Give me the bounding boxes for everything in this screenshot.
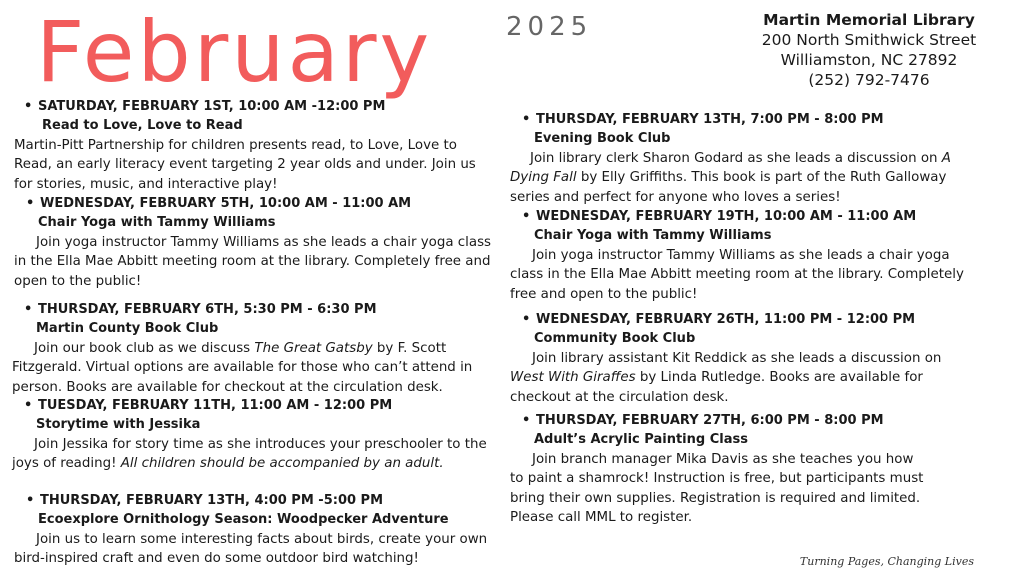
event-1 [14, 97, 484, 194]
event-title: Read to Love, Love to Read [42, 118, 243, 134]
event-description: Join us to learn some interesting facts about birds, create your own bird-inspired craft and even do some outdoor bird watching! [14, 531, 488, 567]
event-datetime: • THURSDAY, FEBRUARY 6TH, 5:30 PM - 6:30 PM [38, 300, 490, 319]
event-description: Join library clerk Sharon Godard as she leads a discussion on A Dying Fall by Elly Griffiths. This book is part of the Ruth Galloway series and perfect for anyone who loves a series! [510, 150, 951, 205]
event-datetime: • WEDNESDAY, FEBRUARY 5TH, 10:00 AM - 11:00 AM [40, 194, 496, 213]
event-title: Chair Yoga with Tammy Williams [534, 228, 772, 244]
event-description: Join yoga instructor Tammy Williams as she leads a chair yoga class in the Ella Mae Abbitt meeting room at the library. Completely free and open to the public! [510, 247, 964, 302]
event-title: Adult’s Acrylic Painting Class [534, 432, 748, 448]
library-city: Williamston, NC 27892 [780, 51, 958, 69]
event-description: Join yoga instructor Tammy Williams as she leads a chair yoga class in the Ella Mae Abbitt meeting room at the library. Completely free and open to the public! [14, 234, 492, 289]
event-description: Join our book club as we discuss The Great Gatsby by F. Scott Fitzgerald. Virtual options are available for those who can’t attend in person. Books are available for checkout at the circulation desk. [12, 340, 473, 395]
event-3 [12, 300, 490, 397]
event-6 [510, 110, 978, 207]
event-title: Evening Book Club [534, 131, 671, 147]
event-title: Martin County Book Club [36, 321, 219, 337]
event-5 [14, 491, 492, 569]
event-description: Join Jessika for story time as she introduces your preschooler to the joys of reading! All children should be accompanied by an adult. [12, 436, 487, 472]
event-datetime: • WEDNESDAY, FEBRUARY 19TH, 10:00 AM - 11:00 AM [536, 207, 970, 226]
event-datetime: • TUESDAY, FEBRUARY 11TH, 11:00 AM - 12:00 PM [38, 396, 490, 415]
event-2 [14, 194, 496, 291]
event-datetime: • THURSDAY, FEBRUARY 27TH, 6:00 PM - 8:00 PM [536, 411, 930, 430]
event-title: Chair Yoga with Tammy Williams [38, 215, 276, 231]
event-description: Join branch manager Mika Davis as she teaches you how to paint a shamrock! Instruction is free, but participants must bring their own supplies. Registration is required and limited. Please call MML to register. [510, 451, 924, 526]
event-title: Ecoexplore Ornithology Season: Woodpecker Adventure [38, 512, 449, 528]
event-datetime: • SATURDAY, FEBRUARY 1ST, 10:00 AM -12:00 PM [38, 97, 484, 116]
event-datetime: • THURSDAY, FEBRUARY 13TH, 7:00 PM - 8:00 PM [536, 110, 978, 129]
event-description: Martin-Pitt Partnership for children presents read, to Love, Love to Read, an early literacy event targeting 2 year olds and under. Join us for stories, music, and interactive play! [14, 137, 476, 192]
event-datetime: • THURSDAY, FEBRUARY 13TH, 4:00 PM -5:00 PM [40, 491, 492, 510]
library-phone: (252) 792-7476 [808, 71, 930, 89]
event-datetime: • WEDNESDAY, FEBRUARY 26TH, 11:00 PM - 12:00 PM [536, 310, 972, 329]
event-description: Join library assistant Kit Reddick as she leads a discussion on West With Giraffes by Linda Rutledge. Books are available for checkout at the circulation desk. [510, 350, 942, 405]
tagline: Turning Pages, Changing Lives [799, 555, 974, 568]
library-street: 200 North Smithwick Street [761, 31, 977, 49]
event-title: Community Book Club [534, 331, 696, 347]
event-title: Storytime with Jessika [36, 417, 201, 433]
month-title: February [36, 3, 433, 101]
event-4 [12, 396, 490, 474]
library-contact [744, 10, 994, 90]
event-7 [510, 207, 970, 304]
event-8 [510, 310, 972, 407]
event-9 [510, 411, 930, 527]
year-label: 2025 [506, 12, 593, 42]
library-name: Martin Memorial Library [763, 11, 975, 29]
